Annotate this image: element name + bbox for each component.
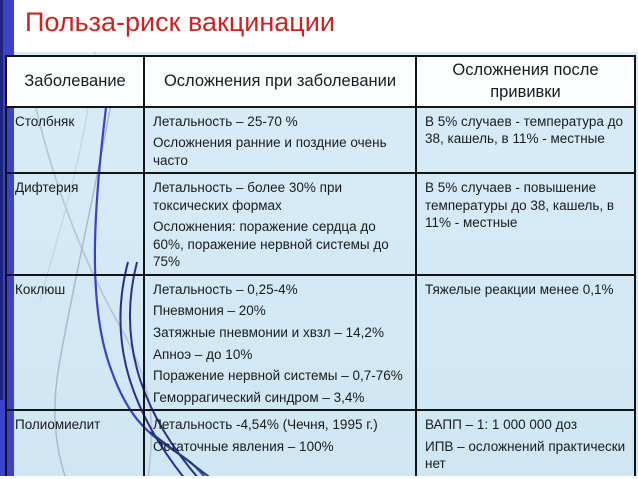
disease-complications-cell — [144, 275, 416, 410]
table-row-diphtheria — [6, 173, 635, 275]
cell-line: Летальность – 0,25-4% — [153, 281, 298, 297]
table-row-pertussis — [6, 275, 635, 410]
vaccination-risk-table — [5, 55, 636, 478]
vaccine-complications-cell — [416, 410, 635, 477]
col-header-vaccine-complications: Осложнения после прививки — [416, 56, 635, 107]
disease-name: Коклюш — [6, 275, 144, 410]
table-row-tetanus — [6, 107, 635, 174]
disease-name: Полиомиелит — [6, 410, 144, 477]
cell-line: Осложнения: поражение сердца до 60%, поражение нервной системы до 75% — [153, 219, 389, 270]
cell-line: ВАПП – 1: 1 000 000 доз — [425, 417, 578, 433]
table-row-polio — [6, 410, 635, 477]
col-header-disease: Заболевание — [6, 56, 144, 107]
cell-line: ИПВ – осложнений практически нет — [425, 438, 626, 472]
disease-complications-cell — [144, 173, 416, 275]
cell-line: В 5% случаев - повышение температуры до 38, кашель, в 11% - местные — [425, 180, 615, 231]
table-header-row — [6, 56, 635, 107]
cell-line: Осложнения ранние и поздние очень часто — [153, 135, 387, 168]
cell-line: Тяжелые реакции менее 0,1% — [425, 281, 614, 297]
cell-line: Летальность – более 30% при токсических формах — [153, 180, 343, 213]
disease-complications-cell — [144, 107, 416, 174]
disease-name: Дифтерия — [6, 173, 144, 275]
cell-line: Остаточные явления – 100% — [153, 438, 334, 454]
disease-complications-cell — [144, 410, 416, 477]
col-header-disease-complications: Осложнения при заболевании — [144, 56, 416, 107]
disease-name: Столбняк — [6, 107, 144, 174]
cell-line: Летальность – 25-70 % — [153, 113, 298, 129]
vaccine-complications-cell — [416, 275, 635, 410]
cell-line: Летальность -4,54% (Чечня, 1995 г.) — [153, 417, 378, 433]
cell-line: В 5% случаев - температура до 38, кашель, в 11% - местные — [425, 113, 624, 147]
vaccine-complications-cell — [416, 173, 635, 275]
cell-line: Затяжные пневмонии и хвзл – 14,2% — [153, 325, 384, 340]
left-accent-bar-edge — [0, 0, 3, 400]
cell-line: Апноэ – до 10% — [153, 346, 253, 362]
cell-line: Поражение нервной системы – 0,7-76% — [153, 368, 403, 384]
slide-title: Польза-риск вакцинации — [25, 7, 335, 37]
vaccine-complications-cell — [416, 107, 635, 174]
cell-line: Пневмония – 20% — [153, 303, 266, 319]
cell-line: Геморрагический синдром – 3,4% — [153, 389, 365, 405]
